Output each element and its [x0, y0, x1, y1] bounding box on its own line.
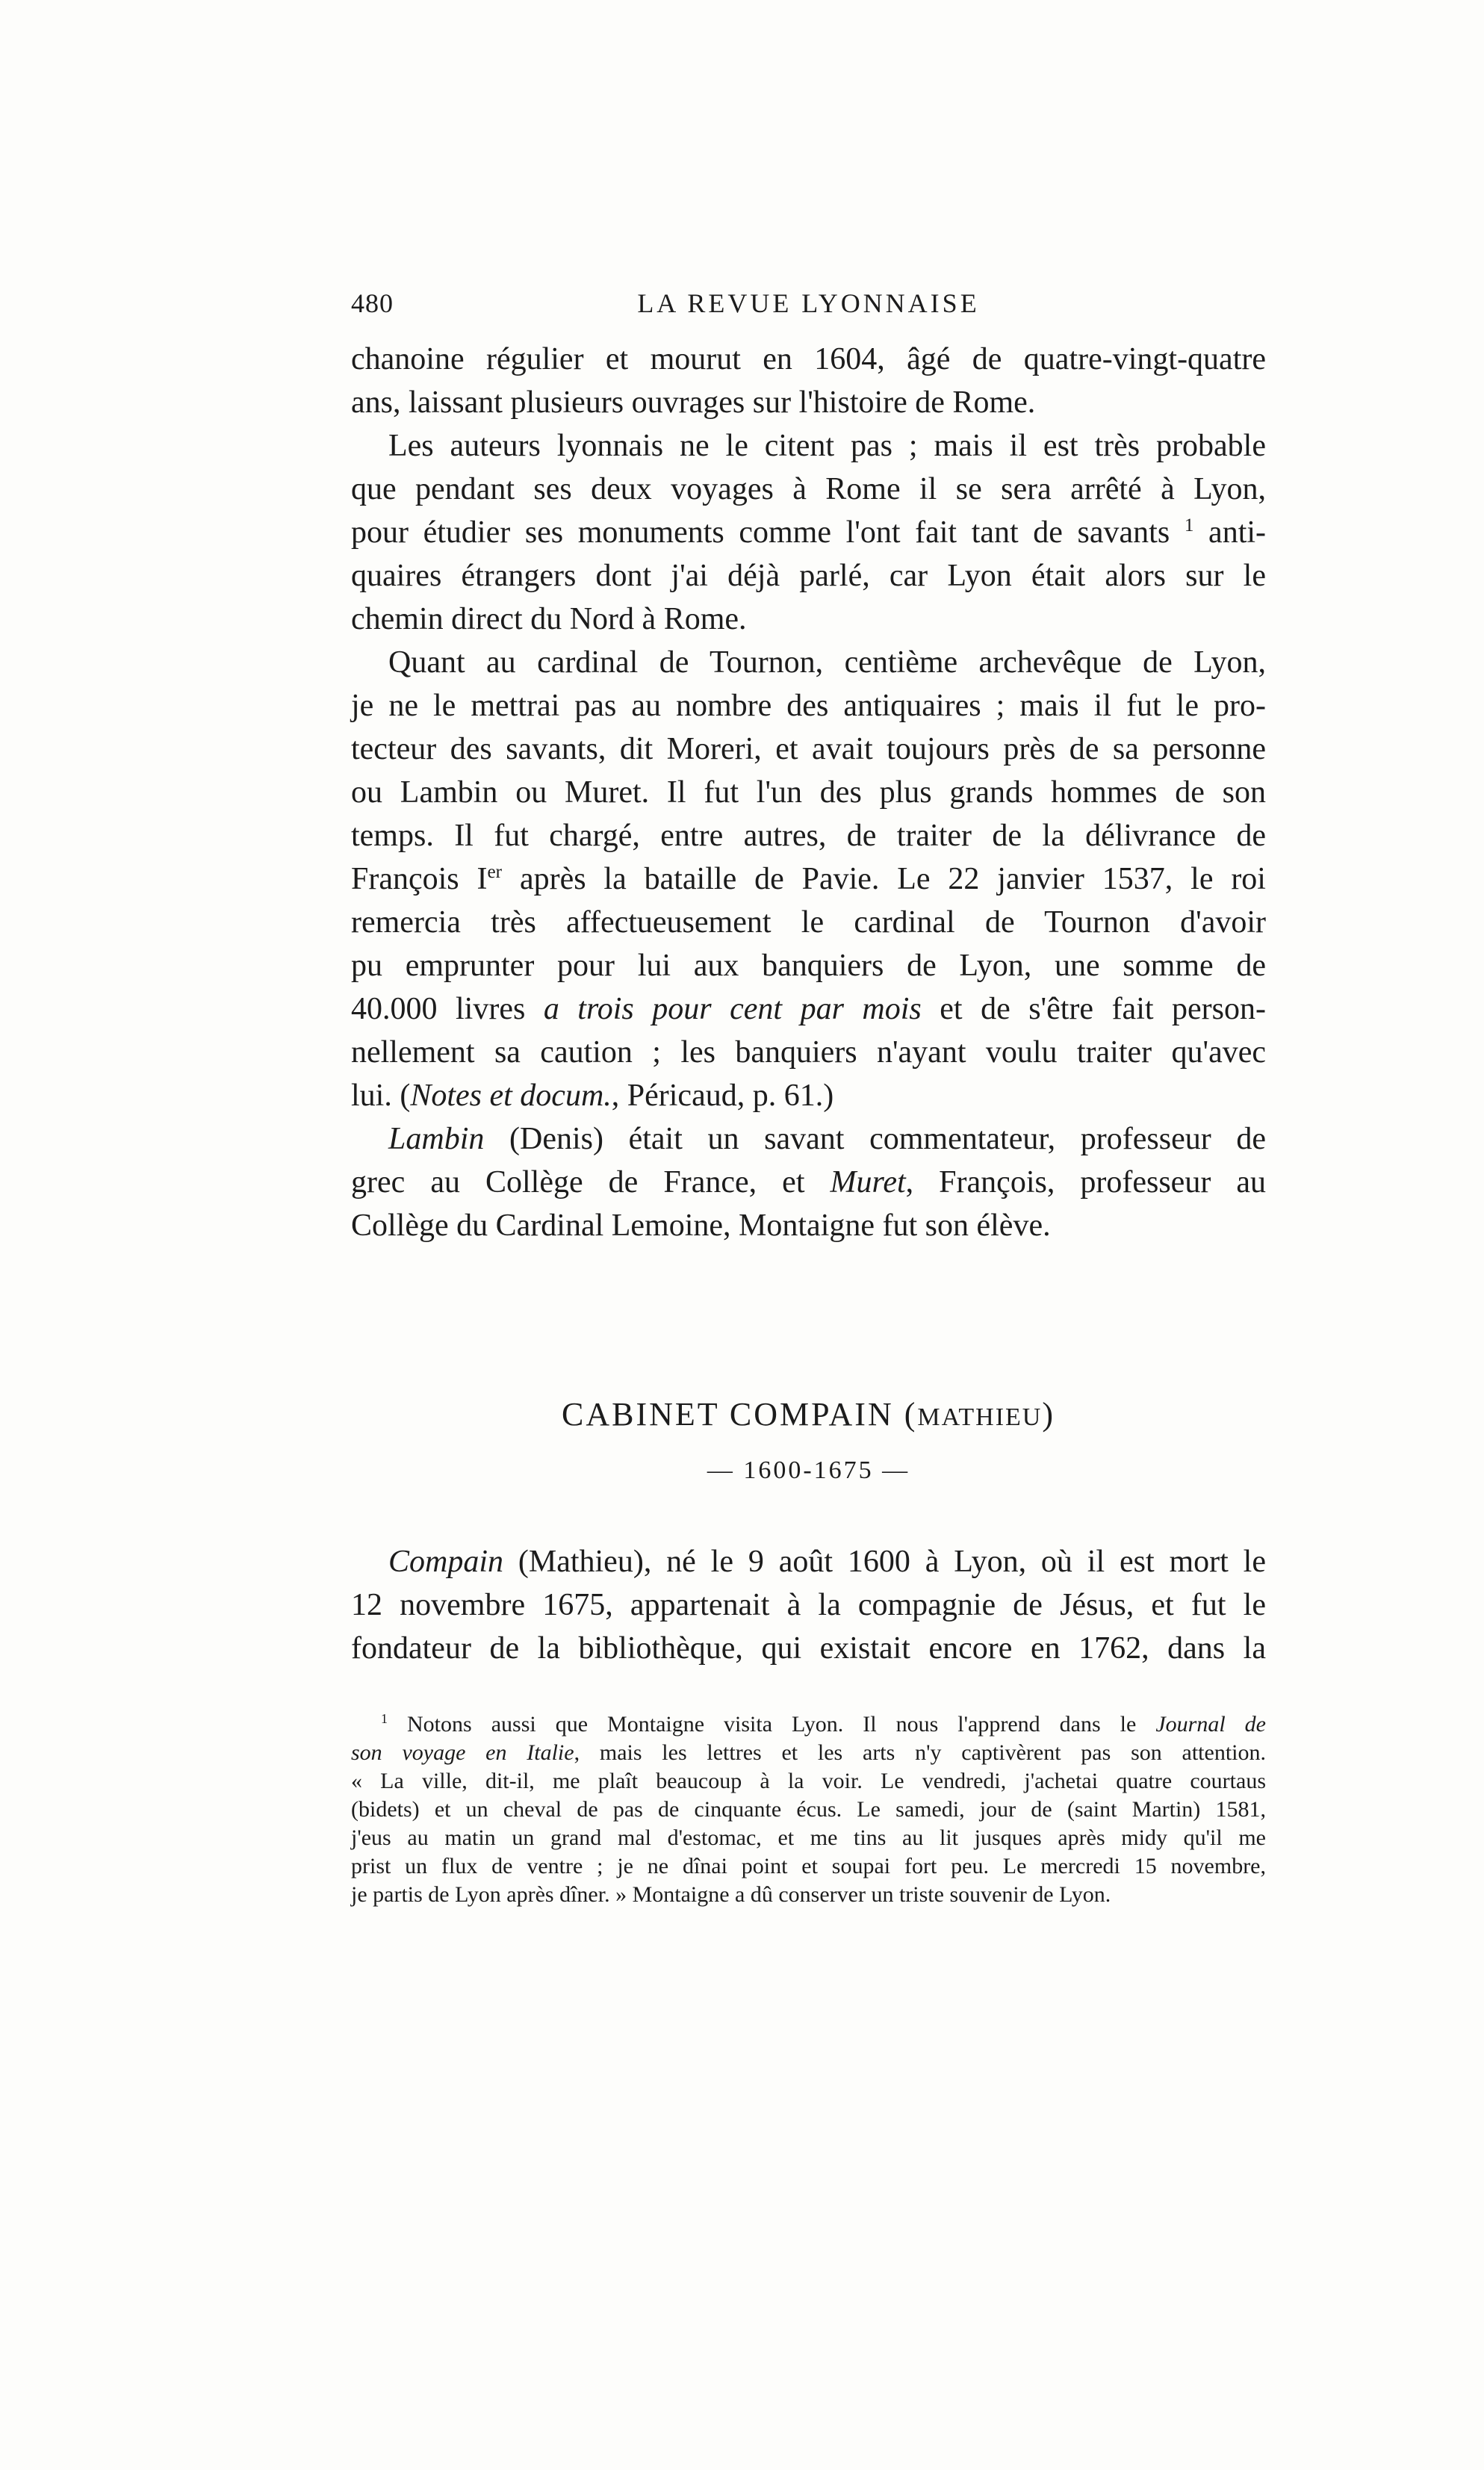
text-segment: Notons aussi que Montaigne visita Lyon. Il nous l'apprend dans le	[388, 1712, 1156, 1737]
italic-phrase: Notes et docum.	[410, 1079, 612, 1113]
text-segment: lui. (	[351, 1079, 411, 1113]
italic-phrase: Compain	[388, 1545, 504, 1579]
section-title-text: CABINET COMPAIN (	[561, 1396, 918, 1433]
italic-phrase: a trois pour cent par mois	[543, 992, 922, 1026]
text-segment: grec au Collège de France, et	[351, 1165, 831, 1200]
text-line: que pendant ses deux voyages à Rome il se sera arrêté à Lyon,	[351, 472, 1266, 506]
text-line	[351, 1161, 1266, 1204]
footnote-ref: 1	[1184, 515, 1194, 536]
text-line	[388, 1540, 1266, 1583]
text-line: chemin direct du Nord à Rome.	[351, 602, 747, 636]
footnote-line: (bidets) et un cheval de pas de cinquante écus. Le samedi, jour de (saint Martin) 1581,	[351, 1797, 1266, 1822]
text-segment: (Denis) était un savant commentateur, professeur de	[484, 1122, 1266, 1156]
text-line: Quant au cardinal de Tournon, centième archevêque de Lyon,	[388, 645, 1266, 680]
text-segment: , Péricaud, p. 61.)	[611, 1079, 834, 1113]
text-line: Les auteurs lyonnais ne le citent pas ; mais il est très probable	[388, 429, 1266, 463]
section-title-close: )	[1042, 1396, 1056, 1433]
section-title	[351, 1395, 1266, 1433]
text-line: fondateur de la bibliothèque, qui existait encore en 1762, dans la	[351, 1631, 1266, 1666]
text-segment: François I	[351, 862, 488, 896]
text-line	[388, 1117, 1266, 1161]
footnote-line	[381, 1710, 1266, 1739]
text-line	[351, 857, 1266, 901]
section-dates: — 1600-1675 —	[707, 1456, 910, 1484]
text-segment: 40.000 livres	[351, 992, 544, 1026]
text-line: pu emprunter pour lui aux banquiers de Lyon, une somme de	[351, 949, 1266, 983]
section-title-smallcaps: MATHIEU	[917, 1403, 1043, 1431]
italic-phrase: son voyage en Italie	[351, 1740, 574, 1765]
text-line: nellement sa caution ; les banquiers n'ayant voulu traiter qu'avec	[351, 1035, 1266, 1070]
footnote-marker: 1	[381, 1711, 388, 1726]
text-segment: pour étudier ses monuments comme l'ont fait tant de savants	[351, 515, 1170, 550]
footnote-line	[351, 1739, 1266, 1767]
footnote-line: j'eus au matin un grand mal d'estomac, et me tins au lit jusques après midy qu'il me	[351, 1825, 1266, 1850]
italic-phrase: Journal de	[1155, 1712, 1267, 1737]
text-segment: (Mathieu), né le 9 août 1600 à Lyon, où il est mort le	[503, 1545, 1266, 1579]
text-line: tecteur des savants, dit Moreri, et avait toujours près de sa personne	[351, 732, 1266, 766]
text-segment: , François, professeur au	[905, 1165, 1266, 1200]
text-line: je ne le mettrai pas au nombre des antiquaires ; mais il fut le pro-	[351, 689, 1266, 723]
text-segment: , mais les lettres et les arts n'y captivèrent pas son attention.	[574, 1740, 1266, 1765]
footnote-line: je partis de Lyon après dîner. » Montaigne a dû conserver un triste souvenir de Lyon.	[351, 1882, 1111, 1907]
text-segment: et de s'être fait person-	[921, 992, 1266, 1026]
text-segment: anti-	[1208, 515, 1267, 550]
text-line: temps. Il fut chargé, entre autres, de traiter de la délivrance de	[351, 819, 1266, 853]
text-line	[351, 511, 1266, 554]
superscript: er	[487, 862, 503, 882]
italic-phrase: Lambin	[388, 1122, 485, 1156]
running-title: LA REVUE LYONNAISE	[637, 288, 980, 318]
text-line: remercia très affectueusement le cardinal de Tournon d'avoir	[351, 905, 1266, 940]
text-line	[351, 987, 1266, 1031]
footnote-line: prist un flux de ventre ; je ne dînai point et soupai fort peu. Le mercredi 15 novembre,	[351, 1854, 1266, 1878]
text-line: quaires étrangers dont j'ai déjà parlé, car Lyon était alors sur le	[351, 559, 1266, 593]
page-number: 480	[351, 288, 394, 318]
text-line: ans, laissant plusieurs ouvrages sur l'histoire de Rome.	[351, 385, 1036, 420]
text-line	[351, 1074, 1266, 1117]
italic-phrase: Muret	[830, 1165, 906, 1200]
footnote-line: « La ville, dit-il, me plaît beaucoup à la voir. Le vendredi, j'achetai quatre courtaus	[351, 1769, 1266, 1793]
text-line: chanoine régulier et mourut en 1604, âgé de quatre-vingt-quatre	[351, 342, 1266, 376]
text-line: ou Lambin ou Muret. Il fut l'un des plus grands hommes de son	[351, 775, 1266, 810]
running-header	[351, 288, 1266, 325]
text-line: 12 novembre 1675, appartenait à la compagnie de Jésus, et fut le	[351, 1588, 1266, 1622]
text-segment: après la bataille de Pavie. Le 22 janvier 1537, le roi	[502, 862, 1266, 896]
text-line: Collège du Cardinal Lemoine, Montaigne fut son élève.	[351, 1208, 1051, 1243]
